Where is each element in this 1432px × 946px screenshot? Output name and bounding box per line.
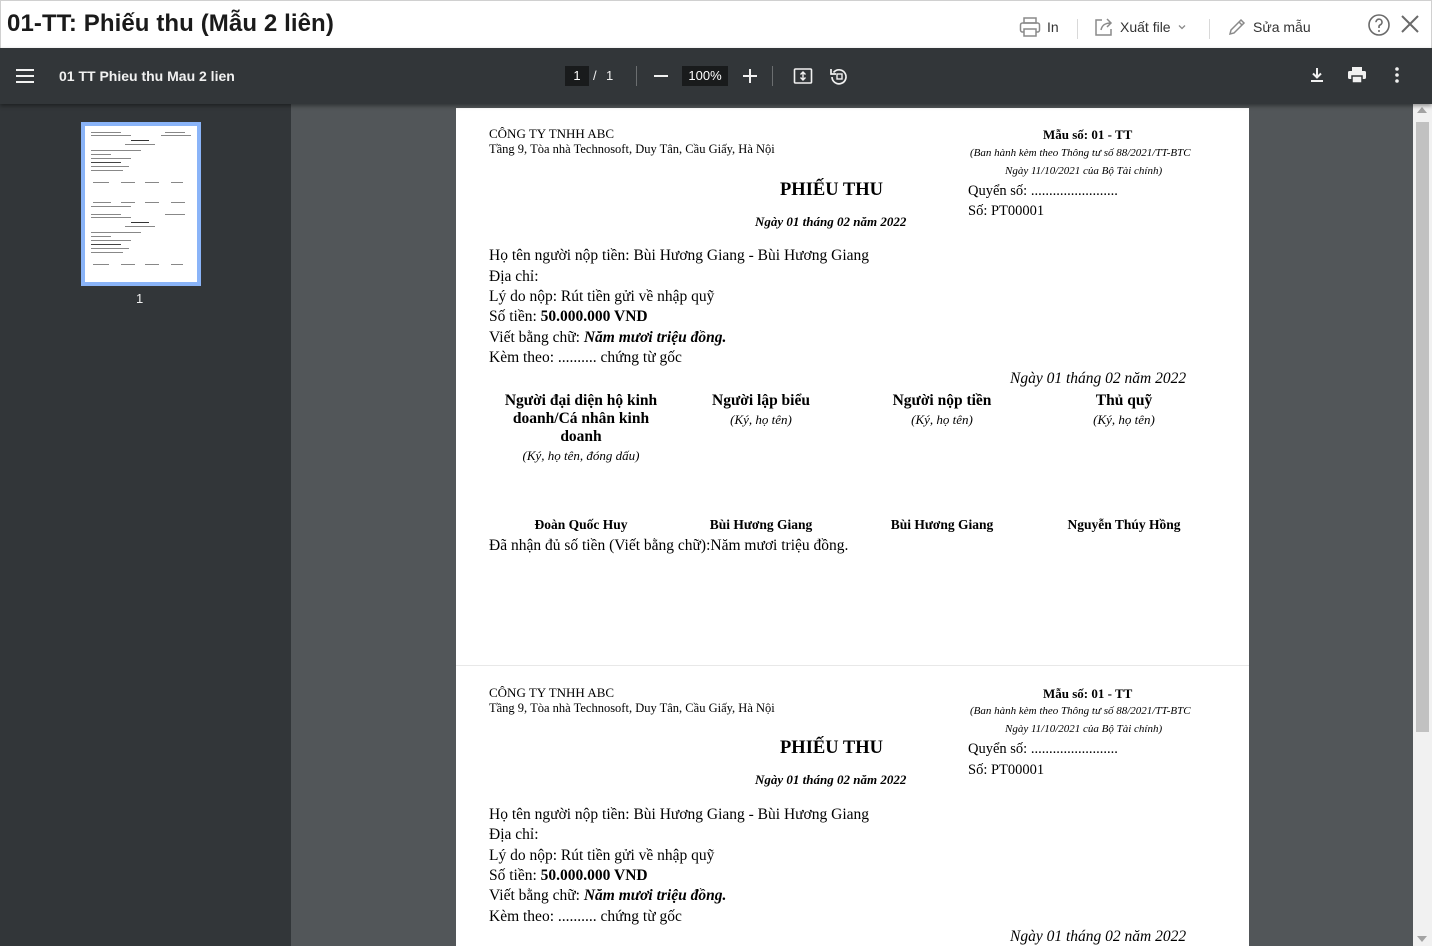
signer-name: Nguyễn Thúy Hồng bbox=[1067, 517, 1181, 532]
print-button[interactable] bbox=[1019, 17, 1059, 37]
book-number: Quyển số: ........................ bbox=[968, 741, 1118, 757]
company-address: Tầng 9, Tòa nhà Technosoft, Duy Tân, Cầu Giấy, Hà Nội bbox=[489, 142, 775, 156]
company-address: Tầng 9, Tòa nhà Technosoft, Duy Tân, Cầu Giấy, Hà Nội bbox=[489, 701, 775, 715]
amount-in-words-line bbox=[489, 887, 726, 905]
export-icon bbox=[1094, 17, 1114, 37]
form-number: Mẫu số: 01 - TT bbox=[1043, 127, 1133, 142]
document-name: 01 TT Phieu thu Mau 2 lien bbox=[59, 68, 235, 84]
signer-block bbox=[1034, 392, 1214, 428]
edit-template-label: Sửa mẫu bbox=[1253, 19, 1311, 35]
printer-icon bbox=[1347, 66, 1367, 84]
more-vertical-icon bbox=[1389, 66, 1405, 84]
signer-title: Người nộp tiền bbox=[892, 392, 992, 409]
signer-block bbox=[491, 392, 671, 464]
receipt-date: Ngày 01 tháng 02 năm 2022 bbox=[755, 214, 907, 229]
page-separator: / bbox=[593, 68, 597, 83]
signer-hint: (Ký, họ tên) bbox=[911, 412, 973, 427]
more-actions-button[interactable] bbox=[1389, 66, 1405, 89]
receipt-title: PHIẾU THU bbox=[780, 180, 883, 200]
page-number-input[interactable]: 1 bbox=[565, 66, 589, 86]
toolbar-divider bbox=[636, 66, 637, 86]
help-button[interactable] bbox=[1367, 13, 1391, 42]
signer-hint: (Ký, họ tên) bbox=[730, 412, 792, 427]
scroll-up-arrow-icon[interactable] bbox=[1417, 107, 1427, 113]
hamburger-menu-icon bbox=[16, 68, 34, 84]
signer-title: Người lập biểu bbox=[712, 392, 810, 409]
menu-button[interactable] bbox=[16, 68, 34, 89]
header-divider bbox=[1077, 19, 1078, 39]
close-button[interactable] bbox=[1399, 13, 1421, 40]
company-name: CÔNG TY TNHH ABC bbox=[489, 685, 615, 700]
printer-icon bbox=[1019, 17, 1041, 37]
amount-in-words-line bbox=[489, 329, 726, 347]
receipt-number: Số: PT00001 bbox=[968, 203, 1045, 219]
pdf-page bbox=[456, 108, 1249, 946]
amount-label: Số tiền: bbox=[489, 867, 541, 884]
in-words-value: Năm mươi triệu đồng. bbox=[583, 887, 727, 904]
download-icon bbox=[1308, 66, 1326, 84]
signature-date: Ngày 01 tháng 02 năm 2022 bbox=[1010, 928, 1187, 945]
payer-name: Họ tên người nộp tiền: Bùi Hương Giang - Bùi Hương Giang bbox=[489, 247, 869, 264]
signer-name: Bùi Hương Giang bbox=[890, 517, 994, 532]
in-words-label: Viết bằng chữ: bbox=[489, 329, 584, 346]
pencil-icon bbox=[1227, 17, 1247, 37]
signer-block bbox=[671, 392, 851, 428]
issued-note: (Ban hành kèm theo Thông tư số 88/2021/TT-BTC bbox=[970, 705, 1191, 717]
received-amount-line: Đã nhận đủ số tiền (Viết bằng chữ):Năm mươi triệu đồng. bbox=[489, 537, 849, 554]
print-label: In bbox=[1047, 19, 1059, 35]
page-break bbox=[456, 665, 1249, 666]
header-divider bbox=[1209, 19, 1210, 39]
page-thumbnail[interactable] bbox=[81, 122, 201, 286]
close-icon bbox=[1399, 13, 1421, 35]
rotate-icon bbox=[829, 66, 849, 86]
edit-template-button[interactable] bbox=[1227, 17, 1311, 37]
address-line: Địa chỉ: bbox=[489, 268, 539, 285]
payer-name: Họ tên người nộp tiền: Bùi Hương Giang - Bùi Hương Giang bbox=[489, 806, 869, 823]
receipt-number: Số: PT00001 bbox=[968, 762, 1045, 778]
signer-name: Đoàn Quốc Huy bbox=[534, 517, 628, 532]
minus-icon bbox=[653, 68, 669, 84]
zoom-out-button[interactable] bbox=[653, 68, 669, 89]
thumbnail-page-number: 1 bbox=[136, 291, 144, 306]
help-icon bbox=[1367, 13, 1391, 37]
signer-name: Bùi Hương Giang bbox=[709, 517, 813, 532]
issued-note: Ngày 11/10/2021 của Bộ Tài chính) bbox=[1005, 165, 1163, 177]
issued-note: (Ban hành kèm theo Thông tư số 88/2021/TT-BTC bbox=[970, 147, 1191, 159]
scrollbar-thumb[interactable] bbox=[1416, 122, 1429, 732]
signer-hint: (Ký, họ tên, đóng dấu) bbox=[522, 448, 640, 463]
download-button[interactable] bbox=[1308, 66, 1326, 89]
total-pages: 1 bbox=[606, 68, 614, 83]
scroll-down-arrow-icon[interactable] bbox=[1417, 936, 1427, 942]
signature-date: Ngày 01 tháng 02 năm 2022 bbox=[1010, 370, 1187, 387]
amount-label: Số tiền: bbox=[489, 308, 541, 325]
receipt-title: PHIẾU THU bbox=[780, 738, 883, 758]
zoom-in-button[interactable] bbox=[742, 68, 758, 89]
reason-line: Lý do nộp: Rút tiền gửi về nhập quỹ bbox=[489, 288, 715, 305]
issued-note: Ngày 11/10/2021 của Bộ Tài chính) bbox=[1005, 723, 1163, 735]
signer-hint: (Ký, họ tên) bbox=[1093, 412, 1155, 427]
amount-line bbox=[489, 308, 648, 326]
window-title: 01-TT: Phiếu thu (Mẫu 2 liên) bbox=[7, 10, 334, 37]
company-name: CÔNG TY TNHH ABC bbox=[489, 126, 615, 141]
in-words-value: Năm mươi triệu đồng. bbox=[583, 329, 727, 346]
signer-title: Thủ quỹ bbox=[1095, 392, 1153, 409]
attached-documents: Kèm theo: .......... chứng từ gốc bbox=[489, 908, 682, 925]
export-file-label: Xuất file bbox=[1120, 19, 1171, 35]
attached-documents: Kèm theo: .......... chứng từ gốc bbox=[489, 349, 682, 366]
address-line: Địa chỉ: bbox=[489, 826, 539, 843]
toolbar-print-button[interactable] bbox=[1347, 66, 1367, 89]
fit-page-button[interactable] bbox=[793, 66, 813, 91]
window-header bbox=[0, 0, 1432, 48]
receipt-date: Ngày 01 tháng 02 năm 2022 bbox=[755, 772, 907, 787]
signer-block bbox=[852, 392, 1032, 428]
export-file-button[interactable] bbox=[1094, 17, 1187, 37]
document-viewer[interactable] bbox=[291, 104, 1432, 946]
amount-line bbox=[489, 867, 648, 885]
toolbar-divider bbox=[772, 66, 773, 86]
in-words-label: Viết bằng chữ: bbox=[489, 887, 584, 904]
reason-line: Lý do nộp: Rút tiền gửi về nhập quỹ bbox=[489, 847, 715, 864]
fit-to-page-icon bbox=[793, 66, 813, 86]
pdf-toolbar bbox=[0, 48, 1432, 104]
plus-icon bbox=[742, 68, 758, 84]
form-number: Mẫu số: 01 - TT bbox=[1043, 686, 1133, 701]
amount-value: 50.000.000 VND bbox=[540, 867, 648, 884]
book-number: Quyển số: ........................ bbox=[968, 183, 1118, 199]
zoom-level-input[interactable]: 100% bbox=[682, 66, 728, 86]
amount-value: 50.000.000 VND bbox=[540, 308, 648, 325]
rotate-button[interactable] bbox=[829, 66, 849, 91]
signer-title: Người đại diện hộ kinh doanh/Cá nhân kinh doanh bbox=[504, 392, 658, 445]
chevron-down-icon bbox=[1177, 22, 1187, 32]
